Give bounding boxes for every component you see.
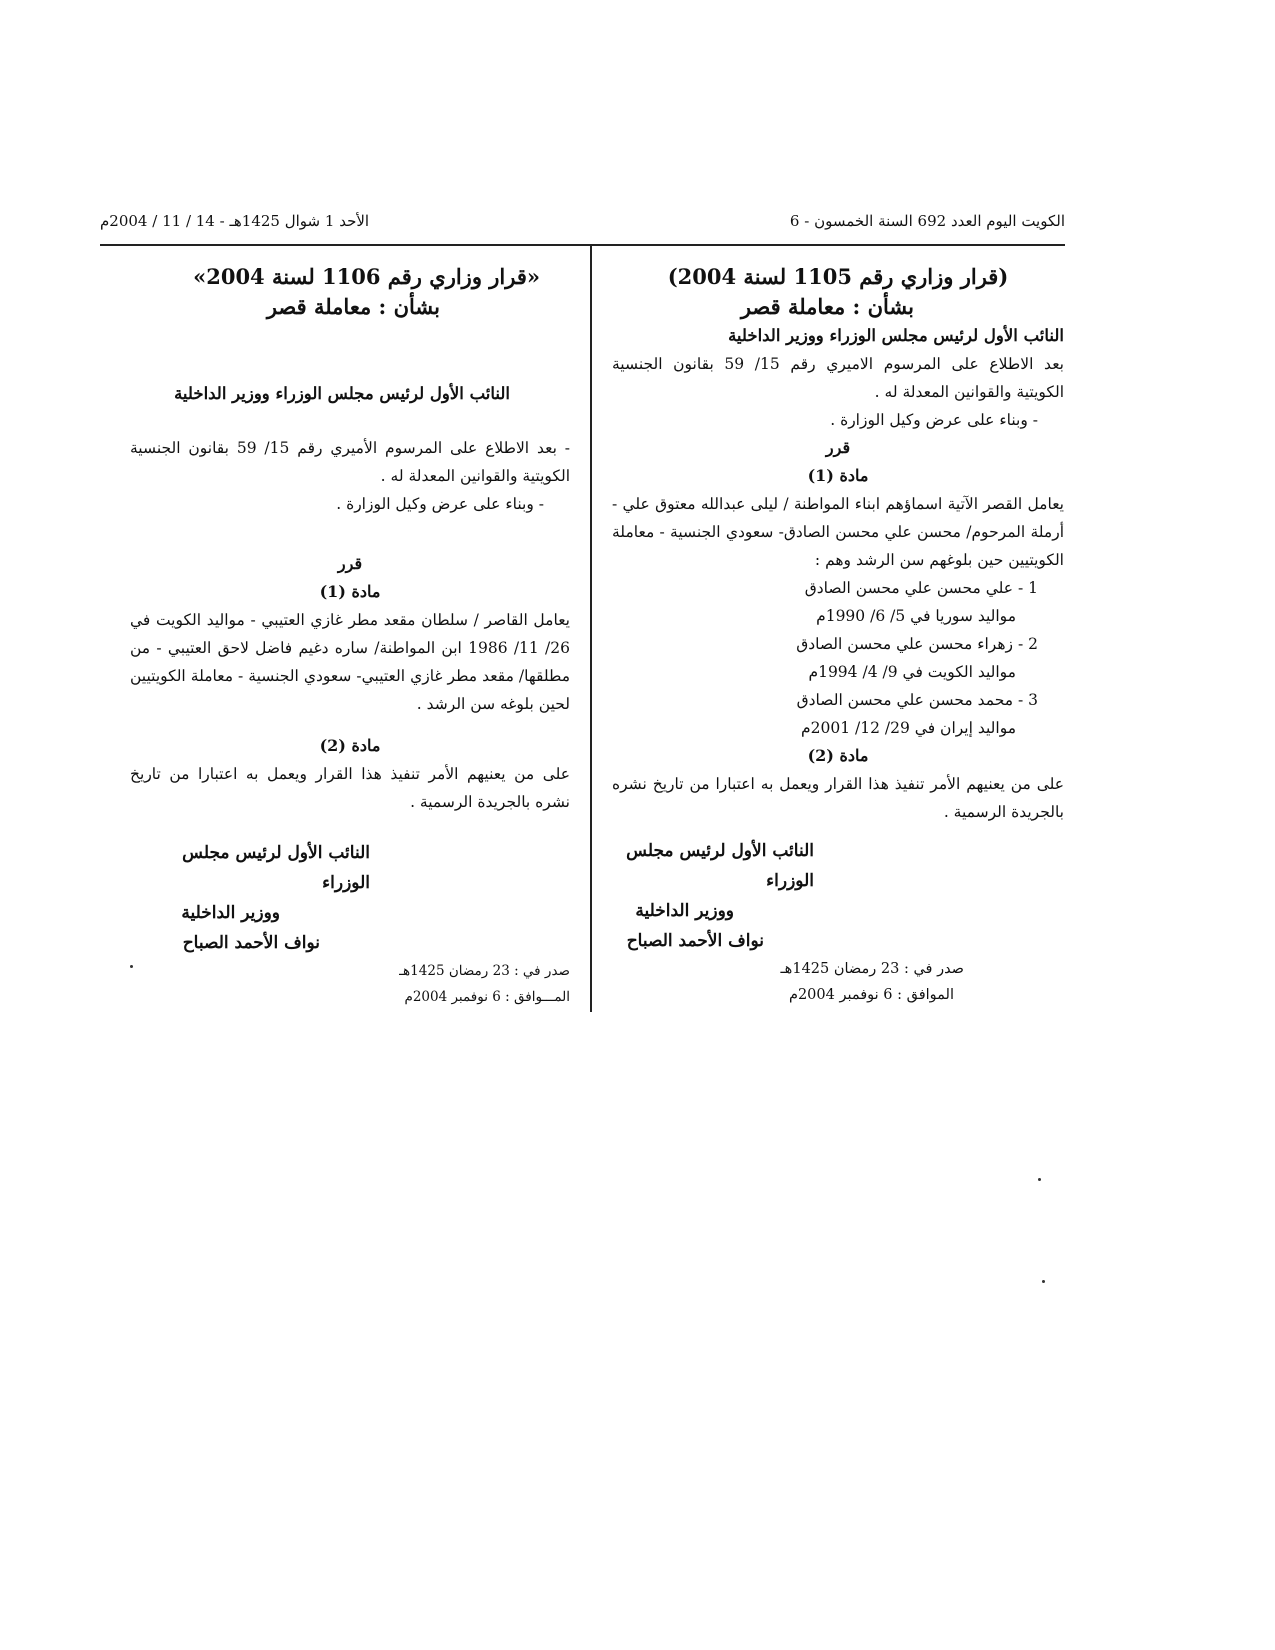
decree-1106-preamble-2: - وبناء على عرض وكيل الوزارة . (336, 495, 544, 513)
column-divider (590, 244, 592, 1012)
decree-1105-authority: النائب الأول لرئيس مجلس الوزراء ووزير الداخلية (728, 326, 1064, 345)
decree-1105-decided: قرر (825, 438, 851, 457)
decree-1106-signatory-title: النائب الأول لرئيس مجلس الوزراء (182, 843, 370, 893)
decree-1105-article-1-title: مادة (1) (807, 466, 869, 485)
decree-1105-child-3-name: 3 - محمد محسن علي محسن الصادق (796, 691, 1038, 709)
decree-1105-article-2-text: على من يعنيهم الأمر تنفيذ هذا القرار ويعمل به اعتبارا من تاريخ نشره بالجريدة الرسمية . (612, 775, 1064, 821)
decree-1106-corresponding: المـــوافق : 6 نوفمبر 2004م (404, 989, 570, 1005)
decree-1105-child-2-birth: مواليد الكويت في 9/ 4/ 1994م (808, 663, 1016, 681)
decree-1106-article-1-title: مادة (1) (319, 582, 381, 601)
scan-speck (1042, 1280, 1045, 1283)
decree-1105-article-2-title: مادة (2) (807, 746, 869, 765)
decree-1106-subject: بشأن : معاملة قصر (266, 294, 440, 319)
decree-1105-signatory-ministry: ووزير الداخلية (635, 901, 734, 921)
decree-1106-article-2-text: على من يعنيهم الأمر تنفيذ هذا القرار ويعمل به اعتبارا من تاريخ نشره بالجريدة الرسمية . (130, 765, 570, 811)
decree-1105-child-3-birth: مواليد إيران في 29/ 12/ 2001م (801, 719, 1016, 737)
decree-1105-child-1-name: 1 - علي محسن علي محسن الصادق (804, 579, 1038, 597)
decree-1105-corresponding: الموافق : 6 نوفمبر 2004م (788, 987, 954, 1003)
decree-1105 (612, 262, 1064, 1008)
header-date: الأحد 1 شوال 1425هـ - 14 / 11 / 2004م (100, 212, 370, 230)
header-rule (100, 244, 1065, 246)
decree-1105-subject: بشأن : معاملة قصر (740, 294, 914, 319)
decree-1105-title: (قرار وزاري رقم 1105 لسنة 2004) (667, 264, 1009, 289)
page-header (100, 212, 1065, 240)
header-issue-info: الكويت اليوم العدد 692 السنة الخمسون - 6 (789, 212, 1065, 230)
decree-1105-preamble-1: بعد الاطلاع على المرسوم الاميري رقم 15/ 59 بقانون الجنسية الكويتية والقوانين المعدلة له . (612, 355, 1064, 401)
decree-1106-decided: قرر (337, 554, 363, 573)
scan-speck (1038, 1178, 1041, 1181)
decree-1106-title: «قرار وزاري رقم 1106 لسنة 2004» (193, 264, 540, 289)
decree-1105-child-2-name: 2 - زهراء محسن علي محسن الصادق (796, 635, 1038, 653)
decree-1106-issued: صدر في : 23 رمضان 1425هـ (399, 963, 570, 979)
decree-1106-article-2-title: مادة (2) (319, 736, 381, 755)
decree-1105-child-1-birth: مواليد سوريا في 5/ 6/ 1990م (816, 607, 1016, 625)
decree-1106-authority: النائب الأول لرئيس مجلس الوزراء ووزير الداخلية (174, 384, 510, 403)
decree-1106-signatory-ministry: ووزير الداخلية (181, 903, 280, 923)
decree-1105-issued: صدر في : 23 رمضان 1425هـ (780, 961, 964, 977)
decree-1105-article-1-text: يعامل القصر الآتية اسماؤهم ابناء المواطنة / ليلى عبدالله معتوق علي - أرملة المرحوم/ محسن علي محسن الصادق- سعودي الجنسية - معاملة الكويتيين حين بلوغهم سن الرشد وهم : (612, 495, 1064, 569)
decree-1106-preamble-1: - بعد الاطلاع على المرسوم الأميري رقم 15/ 59 بقانون الجنسية الكويتية والقوانين المعدلة له . (130, 439, 570, 485)
decree-1106-signatory-name: نواف الأحمد الصباح (182, 933, 320, 953)
decree-1106-article-1-text: يعامل القاصر / سلطان مقعد مطر غازي العتيبي - مواليد الكويت في 26/ 11/ 1986 ابن المواطنة/ ساره دغيم فاضل لاحق العتيبي - من مطلقها/ مقعد مطر غازي العتيبي- سعودي الجنسية - معاملة الكويتيين لحين بلوغه سن الرشد . (130, 611, 570, 713)
decree-1106 (130, 262, 570, 1010)
decree-1105-signatory-title: النائب الأول لرئيس مجلس الوزراء (626, 841, 814, 891)
scan-speck (130, 965, 133, 968)
decree-1105-signatory-name: نواف الأحمد الصباح (626, 931, 764, 951)
decree-1105-preamble-2: - وبناء على عرض وكيل الوزارة . (830, 411, 1038, 429)
